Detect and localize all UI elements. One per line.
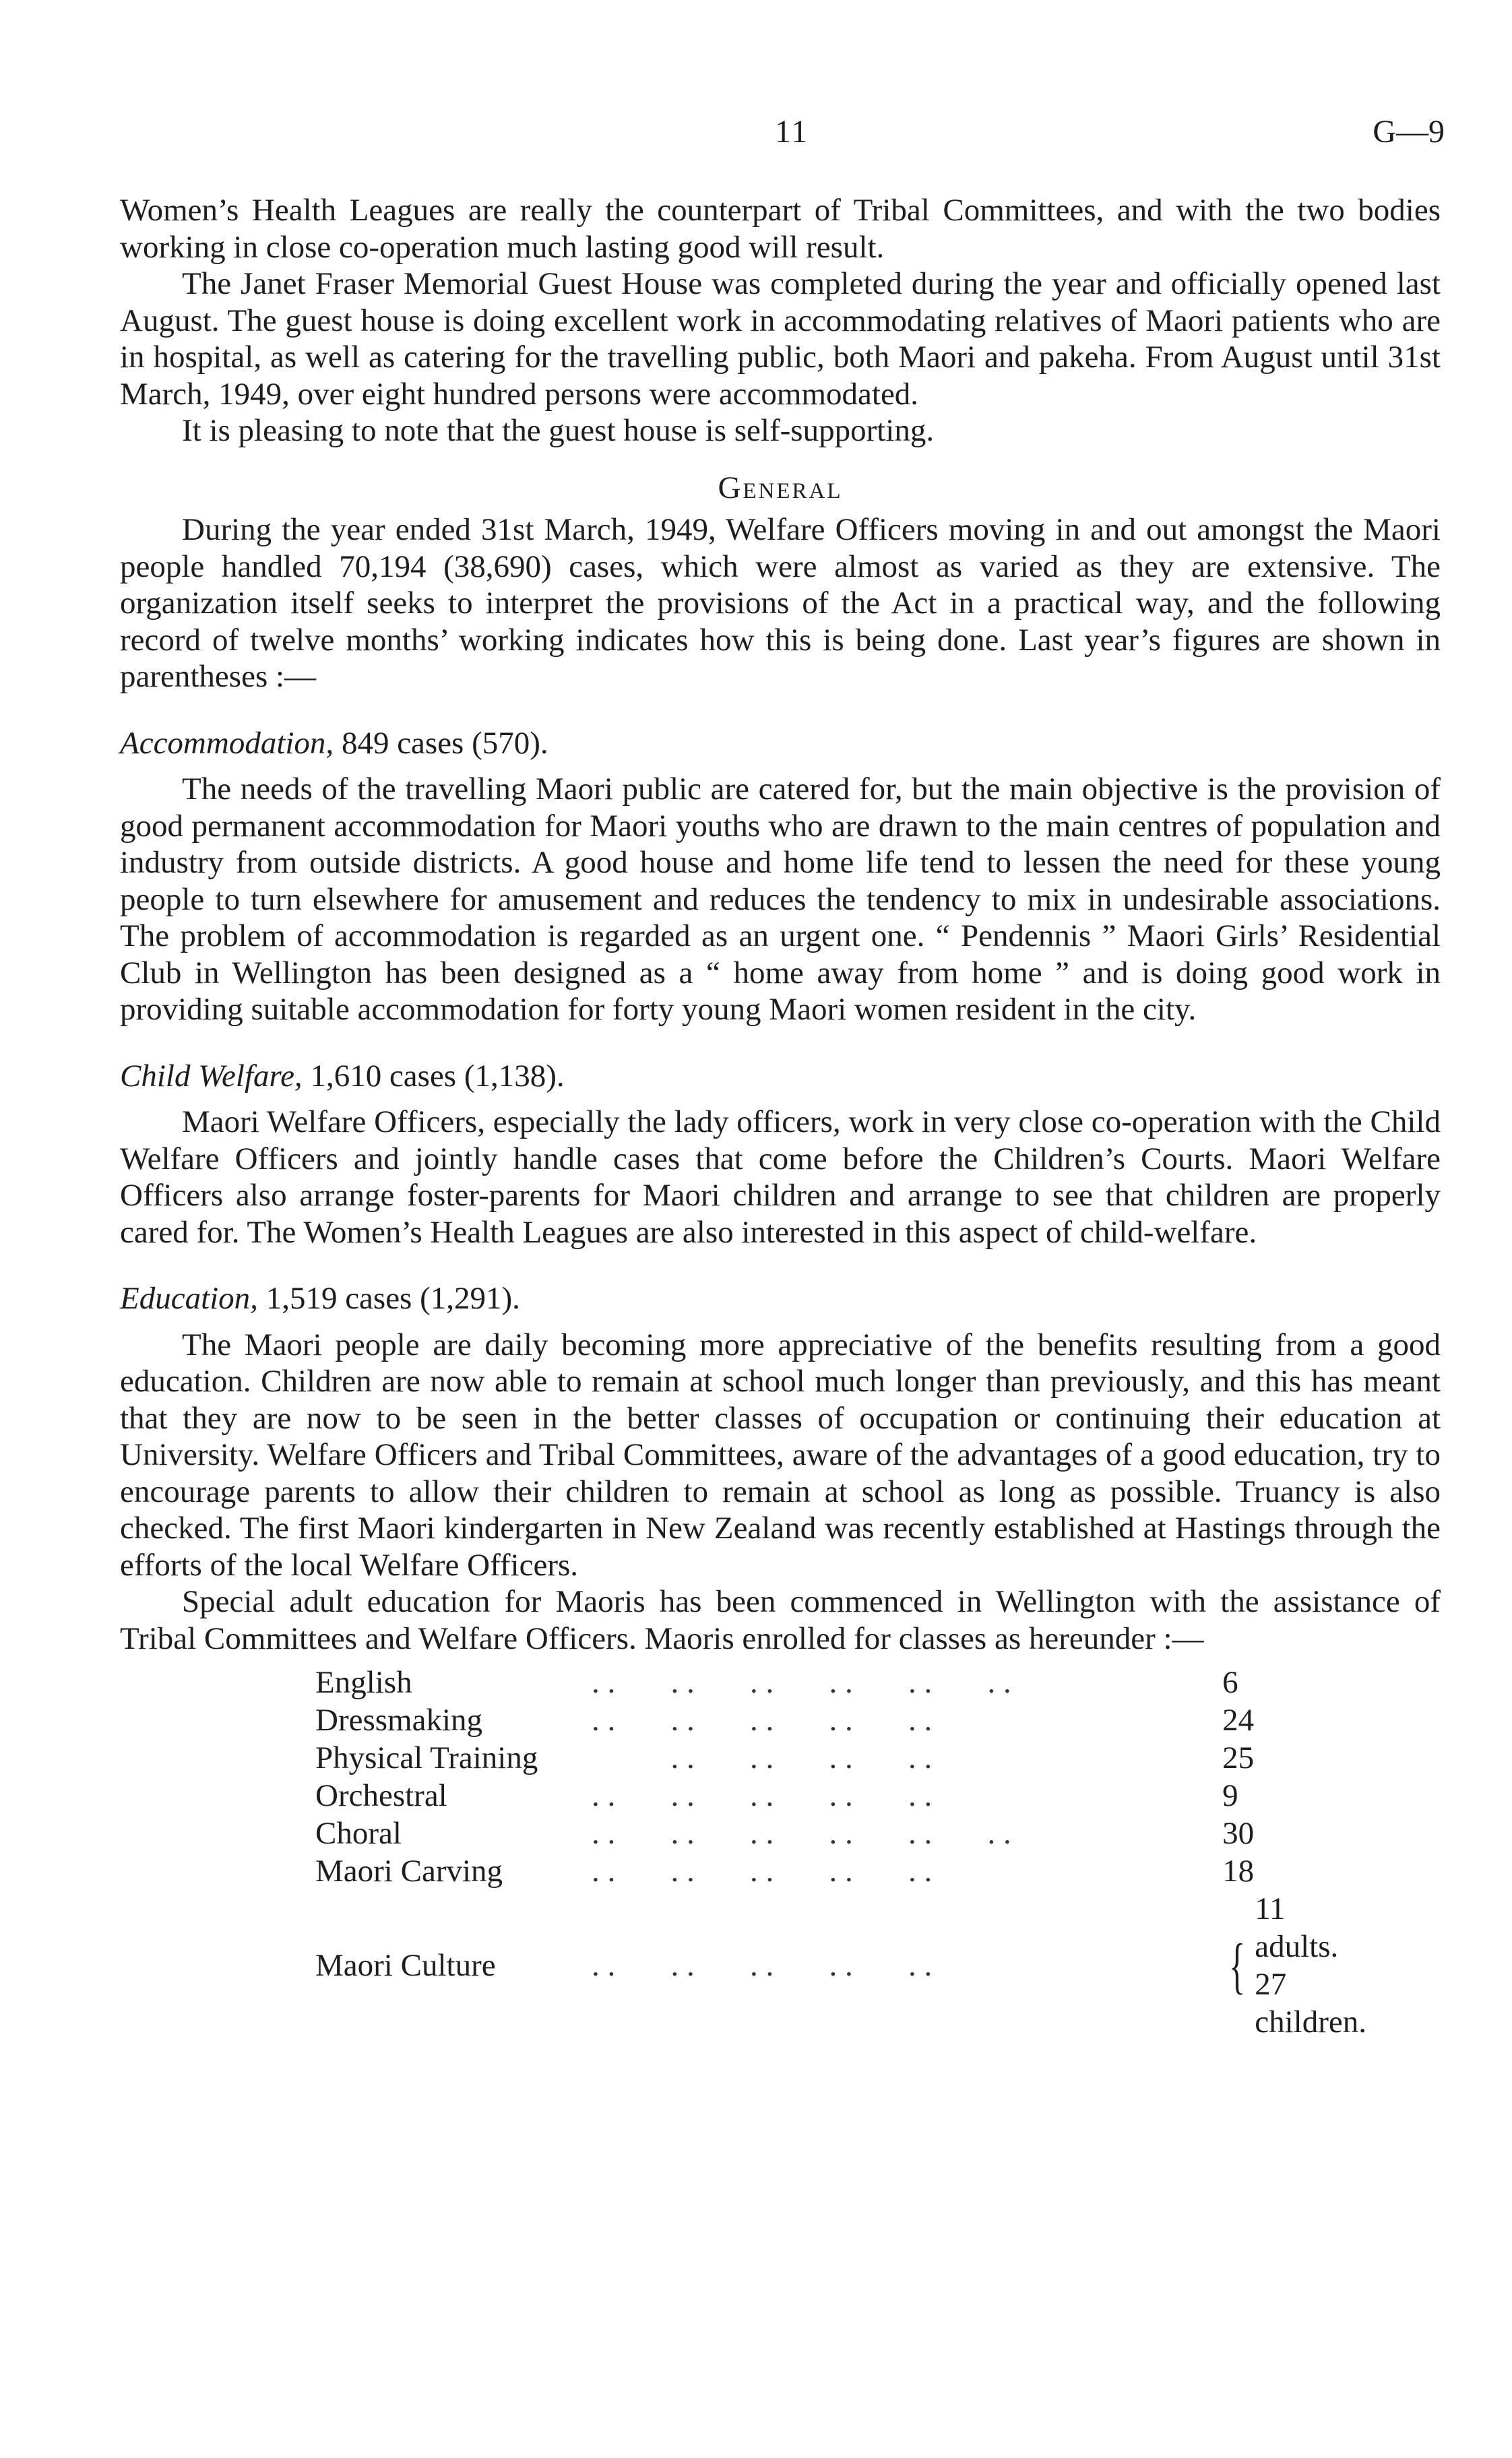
brace-lines [1255, 1890, 1366, 2041]
paragraph-guest-house: The Janet Fraser Memorial Guest House was completed during the year and officially opened last August. The guest house is doing excellent work in accommodating relatives of Maori patients who are in hospital, as well as catering for the travelling public, both Maori and pakeha. From August until 31st March, 1949, over eight hundred persons were accommodated. [120, 266, 1441, 412]
table-row-maori-culture [315, 1890, 1366, 2041]
culture-adults: 11 adults. [1255, 1891, 1339, 1964]
leader-dots: . . . . . . . . . . [592, 1947, 933, 1983]
leader-dots: . . . . . . . . . . [592, 1853, 933, 1889]
class-name: English [315, 1664, 412, 1700]
table-row [315, 1664, 1366, 1701]
leader-dots: . . . . . . . . . . [592, 1777, 933, 1813]
class-name: Physical Training [315, 1740, 538, 1775]
paragraph-accommodation: The needs of the travelling Maori public are catered for, but the main objective is the provision of good permanent accommodation for Maori youths who are drawn to the main centres of population and industry from outside districts. A good house and home life tend to lessen the need for these young people to turn elsewhere for amusement and reduces the tendency to mix in undesirable associations. The problem of accommodation is regarded as an urgent one. “ Pendennis ” Maori Girls’ Residential Club in Wellington has been designed as a “ home away from home ” and is doing good work in providing suitable accommodation for forty young Maori women resident in the city. [120, 771, 1441, 1027]
leader-dots: . . . . . . . . . . . . [592, 1815, 1011, 1851]
page-body [120, 192, 1441, 2041]
class-count: 18 [1222, 1853, 1255, 1889]
class-count: 25 [1222, 1740, 1255, 1775]
paragraph-general-intro: During the year ended 31st March, 1949, Welfare Officers moving in and out amongst the Maori people handled 70,194 (38,690) cases, which were almost as varied as they are extensive. The organization itself seeks to interpret the provisions of the Act in a practical way, and the following record of twelve months’ working indicates how this is being done. Last year’s figures are shown in parentheses :— [120, 512, 1441, 694]
class-count: 24 [1222, 1702, 1255, 1738]
paragraph-child-welfare: Maori Welfare Officers, especially the lady officers, work in very close co-operation with the Child Welfare Officers and jointly handle cases that come before the Children’s Courts. Maori Welfare Officers also arrange foster-parents for Maori children and arrange to see that children are properly cared for. The Women’s Health Leagues are also interested in this aspect of child-welfare. [120, 1104, 1441, 1250]
class-name: Maori Carving [315, 1853, 503, 1889]
table-row [315, 1701, 1366, 1739]
subheading-education [120, 1280, 1441, 1317]
page-header [0, 113, 1512, 154]
brace-group [1222, 1890, 1366, 2041]
class-name: Orchestral [315, 1777, 447, 1813]
class-count: 30 [1222, 1815, 1255, 1851]
leader-dots: . . . . . . . . . . . . [592, 1664, 1011, 1700]
subheading-education-cases: 1,519 cases (1,291). [257, 1281, 520, 1316]
paragraph-health-leagues: Women’s Health Leagues are really the counterpart of Tribal Committees, and with the two bodies working in close co-operation much lasting good will result. [120, 193, 1441, 265]
page-number: 11 [775, 114, 809, 150]
paragraph-education: The Maori people are daily becoming more appreciative of the benefits resulting from a good education. Children are now able to remain at school much longer than previously, and this has meant that they are now to be seen in the better classes of occupation or continuing their education at University. Welfare Officers and Tribal Committees, aware of the advantages of a good education, try to encourage parents to allow their children to remain at school as long as possible. Truancy is also checked. The first Maori kindergarten in New Zealand was recently established at Hastings through the efforts of the local Welfare Officers. [120, 1327, 1441, 1583]
leader-dots: . . . . . . . . [592, 1740, 933, 1775]
subheading-accommodation [120, 725, 1441, 762]
document-reference: G—9 [1373, 114, 1445, 150]
subheading-child-welfare-title: Child Welfare, [120, 1058, 303, 1094]
class-count: 9 [1222, 1777, 1238, 1813]
class-enrolment-table [315, 1664, 1366, 2041]
culture-children: 27 children. [1255, 1967, 1366, 2040]
class-name: Dressmaking [315, 1702, 483, 1738]
section-heading-general: General [718, 470, 843, 505]
table-row [315, 1739, 1366, 1777]
paragraph-self-supporting: It is pleasing to note that the guest house is self-supporting. [182, 413, 935, 448]
subheading-education-title: Education, [120, 1281, 258, 1316]
subheading-child-welfare [120, 1058, 1441, 1095]
leader-dots: . . . . . . . . . . [592, 1702, 933, 1738]
table-row [315, 1852, 1366, 1890]
subheading-accommodation-title: Accommodation, [120, 725, 334, 761]
paragraph-adult-education: Special adult education for Maoris has been commenced in Wellington with the assistance of Tribal Committees and Welfare Officers. Maoris enrolled for classes as hereunder :— [120, 1584, 1441, 1656]
subheading-child-welfare-cases: 1,610 cases (1,138). [302, 1058, 565, 1094]
table-row [315, 1777, 1366, 1815]
class-name: Choral [315, 1815, 402, 1851]
subheading-accommodation-cases: 849 cases (570). [334, 725, 548, 761]
brace-symbol: { [1229, 1931, 1246, 2000]
class-count: 6 [1222, 1664, 1238, 1700]
table-row [315, 1815, 1366, 1852]
class-name: Maori Culture [315, 1947, 496, 1983]
class-count-split [1222, 1890, 1366, 2041]
